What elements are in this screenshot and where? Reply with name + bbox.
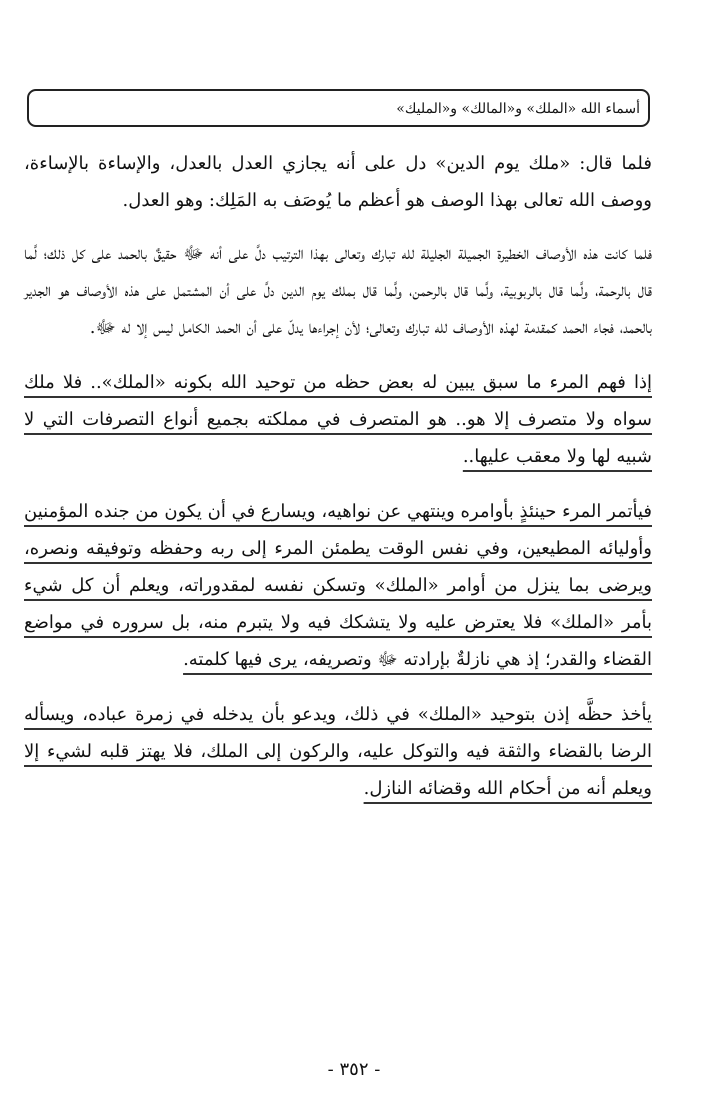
paragraph-3-underlined: إذا فهم المرء ما سبق يبين له بعض حظه من توحيد الله بكونه «الملك».. فلا ملك سواه ولا متصرف إلا هو.. هو المتصرف في مملكته بجميع أنواع التصرفات التي لا شبيه لها ولا معقب عليها.. <box>24 372 652 467</box>
page-body <box>24 145 652 807</box>
running-header-box <box>27 89 650 127</box>
running-header-title: أسماء الله «الملك» و«المالك» و«المليك» <box>396 101 640 117</box>
paragraph-2: فلما كانت هذه الأوصاف الخطيرة الجميلة الجليلة لله تبارك وتعالى بهذا الترتيب دلَّ على أنه ﷻ حقيقٌ بالحمد على كل ذلك؛ لَّما قال بالرحمة، ولَّما قال بالربوبية، ولَّما قال بالرحمن، ولَّما قال بملك يوم الدين دلَّ على أن المشتمل على هذه الأوصاف هو الجدير بالحمد، فجاء الحمد كمقدمة لهذه الأوصاف لله تبارك وتعالى؛ لأن إجراءها يدلّ على أن الحمد الكامل ليس إلا له ﷻ. <box>24 243 652 338</box>
paragraph-5-underlined: يأخذ حظَّه إذن بتوحيد «الملك» في ذلك، ويدعو بأن يدخله في زمرة عباده، ويسأله الرضا بالقضاء والثقة فيه والتوكل عليه، والركون إلى الملك، فلا يهتز قلبه لشيء إلا ويعلم أنه من أحكام الله وقضائه النازل. <box>24 704 652 799</box>
paragraph-1: فلما قال: «ملك يوم الدين» دل على أنه يجازي العدل بالعدل، والإساءة بالإساءة، ووصف الله تعالى بهذا الوصف هو أعظم ما يُوصَف به المَلِك: وهو العدل. <box>24 153 652 211</box>
paragraph-4-underlined: فيأتمر المرء حينئذٍ بأوامره وينتهي عن نواهيه، ويسارع في أن يكون من جنده المؤمنين وأوليائه المطيعين، وفي نفس الوقت يطمئن المرء إلى ربه وحفظه وتوفيقه ونصره، ويرضى بما ينزل من أوامر «الملك» وتسكن نفسه لمقدوراته، ويعلم أن كل شيء بأمر «الملك» فلا يعترض عليه ولا يتشكك فيه ولا يتبرم منه، بل سروره في مواضع القضاء والقدر؛ إذ هي نازلةٌ بإرادته ﷻ وتصريفه، يرى فيها كلمته. <box>24 501 652 670</box>
page-number: - ٣٥٢ - <box>327 1059 381 1080</box>
